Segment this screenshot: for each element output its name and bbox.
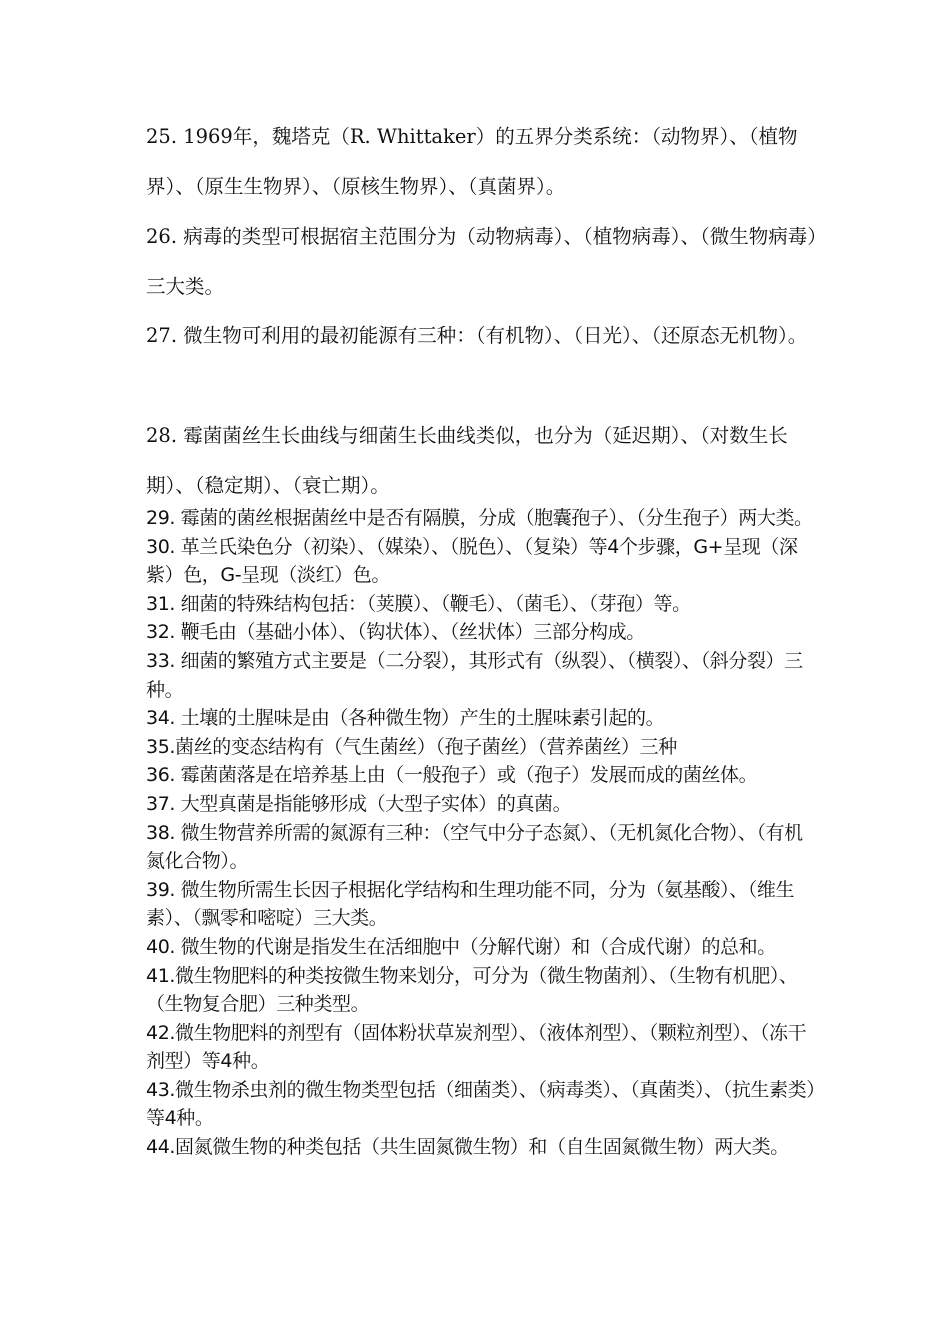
question-list-compact: [146, 504, 820, 1162]
question-39: 39. 微生物所需生长因子根据化学结构和生理功能不同，分为（氨基酸）、（维生素）、（飘零和嘧啶）三大类。: [146, 878, 795, 930]
question-27: 27. 微生物可利用的最初能源有三种：（有机物）、（日光）、（还原态无机物）。: [146, 324, 808, 347]
question-31: 31. 细菌的特殊结构包括：（荚膜）、（鞭毛）、（菌毛）、（芽孢）等。: [146, 592, 691, 615]
question-41: 41.微生物肥料的种类按微生物来划分，可分为（微生物菌剂）、（生物有机肥）、（生物复合肥）三种类型。: [146, 964, 798, 1016]
question-29: 29. 霉菌的菌丝根据菌丝中是否有隔膜，分成（胞囊孢子）、（分生孢子）两大类。: [146, 507, 813, 529]
question-28: 28. 霉菌菌丝生长曲线与细菌生长曲线类似，也分为（延迟期）、（对数生长期）、（稳定期）、（衰亡期）。: [146, 424, 788, 497]
question-40: 40. 微生物的代谢是指发生在活细胞中（分解代谢）和（合成代谢）的总和。: [146, 935, 776, 958]
question-32: 32. 鞭毛由（基础小体）、（钩状体）、（丝状体）三部分构成。: [146, 621, 645, 644]
question-44: 44.固氮微生物的种类包括（共生固氮微生物）和（自生固氮微生物）两大类。: [146, 1136, 789, 1159]
question-34: 34. 土壤的土腥味是由（各种微生物）产生的土腥味素引起的。: [146, 707, 665, 730]
question-38: 38. 微生物营养所需的氮源有三种：（空气中分子态氮）、（无机氮化合物）、（有机氮化合物）。: [146, 821, 803, 873]
question-33: 33. 细菌的繁殖方式主要是（二分裂），其形式有（纵裂）、（横裂）、（斜分裂）三种。: [146, 649, 803, 701]
question-25: 25. 1969年，魏塔克（R. Whittaker）的五界分类系统：（动物界）、（植物界）、（原生生物界）、（原核生物界）、（真菌界）。: [146, 125, 798, 198]
question-35: 35.菌丝的变态结构有（气生菌丝）（孢子菌丝）（营养菌丝）三种: [146, 735, 677, 758]
question-37: 37. 大型真菌是指能够形成（大型子实体）的真菌。: [146, 792, 572, 815]
question-43: 43.微生物杀虫剂的微生物类型包括（细菌类）、（病毒类）、（真菌类）、（抗生素类）等4种。: [146, 1078, 816, 1130]
question-30: 30. 革兰氏染色分（初染）、（媒染）、（脱色）、（复染）等4个步骤，G+呈现（深紫）色，G-呈现（淡红）色。: [146, 535, 798, 587]
question-36: 36. 霉菌菌落是在培养基上由（一般孢子）或（孢子）发展而成的菌丝体。: [146, 764, 758, 787]
question-42: 42.微生物肥料的剂型有（固体粉状草炭剂型）、（液体剂型）、（颗粒剂型）、（冻干剂型）等4种。: [146, 1021, 807, 1073]
question-26: 26. 病毒的类型可根据宿主范围分为（动物病毒）、（植物病毒）、（微生物病毒）三大类。: [146, 225, 817, 298]
